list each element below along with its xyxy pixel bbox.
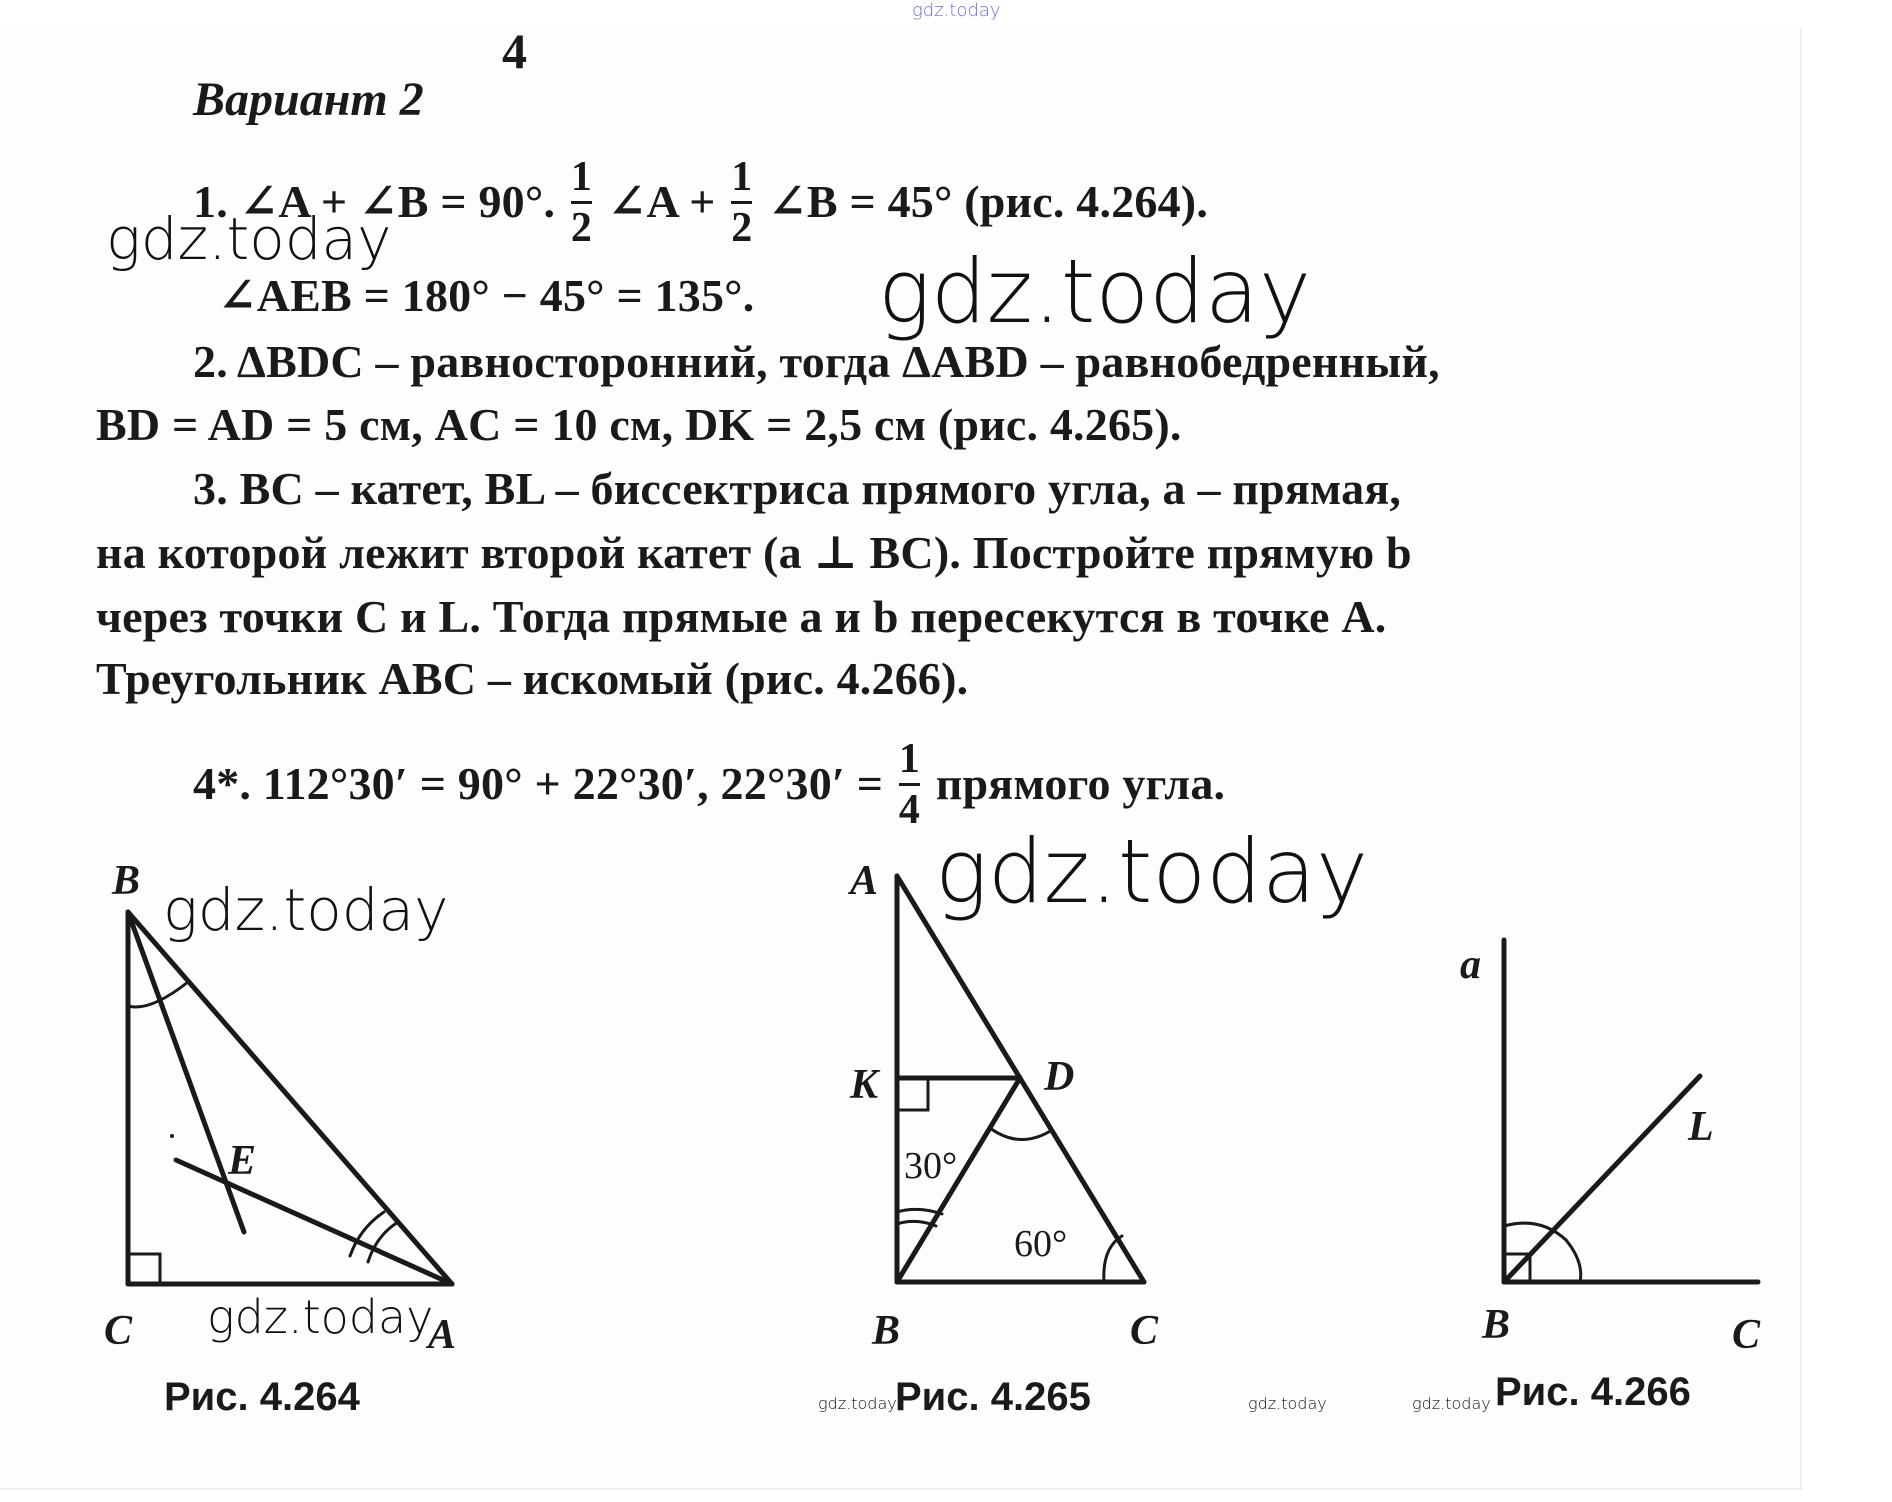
caption-fig-4-265: Рис. 4.265 (895, 1375, 1091, 1419)
label-d: D (1044, 1054, 1075, 1100)
problem-1-text-c: ∠B = 45° (рис. 4.264). (768, 176, 1209, 228)
angle-arc-b-outer (897, 1209, 942, 1214)
label-line-a: a (1460, 942, 1481, 988)
caption-fig-4-264: Рис. 4.264 (164, 1375, 360, 1419)
problem-3-line-4: Треугольник ABC – искомый (рис. 4.266). (96, 653, 969, 704)
problem-1-text-a: 1. ∠A + ∠B = 90°. (193, 176, 556, 228)
bisector-from-a (176, 1160, 452, 1284)
angle-arc-b-inner (897, 1221, 936, 1226)
label-a: A (428, 1312, 457, 1358)
watermark-top: gdz.today (912, 0, 1001, 21)
angle-label-30: 30° (904, 1145, 958, 1187)
label-b: B (1482, 1302, 1511, 1348)
label-k: K (850, 1062, 879, 1108)
watermark-1: gdz.today (106, 205, 392, 273)
watermark-small-3: gdz.today (1412, 1394, 1491, 1413)
watermark-3: gdz.today (163, 876, 449, 944)
watermark-5: gdz.today (207, 1290, 434, 1344)
watermark-small-2: gdz.today (1248, 1394, 1327, 1413)
page-number: 4 (502, 23, 527, 79)
problem-2-line-2: BD = AD = 5 см, AC = 10 см, DK = 2,5 см (рис. 4.265). (96, 399, 1182, 450)
dot-mark (170, 1134, 174, 1138)
right-angle-mark-k (897, 1078, 928, 1110)
watermark-small-1: gdz.today (818, 1394, 897, 1413)
watermark-2: gdz.today (878, 240, 1312, 343)
problem-3-line-1: 3. BC – катет, BL – биссектриса прямого угла, a – прямая, (193, 463, 1402, 514)
label-c: C (104, 1308, 133, 1354)
problem-4-text-a: 4*. 112°30′ = 90° + 22°30′, 22°30′ = (193, 758, 884, 810)
problem-2-line-1: 2. ΔBDC – равносторонний, тогда ΔABD – равнобедренный, (193, 336, 1440, 387)
label-c: C (1732, 1312, 1761, 1358)
angle-arc-b-right (1566, 1240, 1581, 1282)
angle-arc-d (990, 1128, 1052, 1140)
fraction-denominator: 4 (898, 787, 921, 833)
label-c: C (1130, 1308, 1159, 1354)
fraction-numerator: 1 (731, 154, 753, 200)
angle-label-60: 60° (1014, 1223, 1068, 1265)
bisector-bl (1504, 1076, 1700, 1282)
fraction-numerator: 1 (898, 736, 921, 782)
right-angle-mark-c (128, 1254, 160, 1284)
fraction-numerator: 1 (570, 154, 593, 200)
fraction-denominator: 2 (570, 205, 593, 251)
label-a: A (850, 858, 879, 904)
variant-title: Вариант 2 (193, 73, 424, 126)
caption-fig-4-266: Рис. 4.266 (1495, 1370, 1691, 1414)
watermark-4: gdz.today (935, 820, 1369, 923)
problem-4-text-b: прямого угла. (935, 758, 1226, 810)
problem-1-line-2: ∠AEB = 180° − 45° = 135°. (218, 270, 755, 321)
side-ba (128, 912, 452, 1284)
problem-3-line-3: через точки C и L. Тогда прямые a и b пересекутся в точке A. (96, 591, 1387, 642)
label-e: E (228, 1138, 257, 1184)
label-b: B (112, 858, 141, 904)
problem-3-line-2: на которой лежит второй катет (a ⊥ BC). Постройте прямую b (96, 527, 1412, 578)
label-b: B (872, 1308, 901, 1354)
fraction-denominator: 2 (731, 205, 753, 251)
problem-1-text-b: ∠A + (607, 176, 716, 228)
label-l: L (1688, 1104, 1714, 1150)
